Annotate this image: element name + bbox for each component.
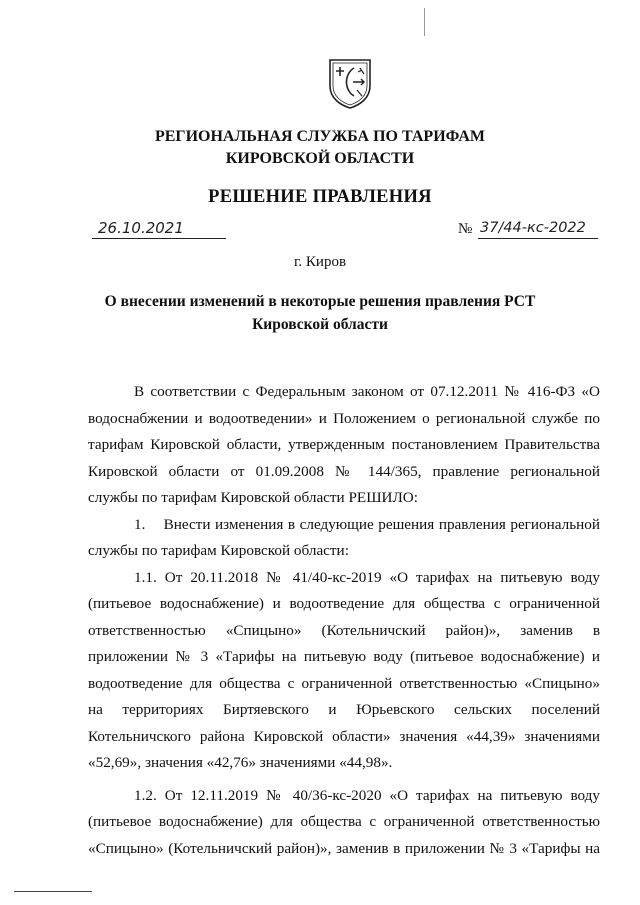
document-type-heading: РЕШЕНИЕ ПРАВЛЕНИЯ <box>208 187 432 207</box>
body-line: приложении № 3 «Тарифы на питьевую воду (питьевое водоснабжение) и <box>88 648 600 665</box>
body-line: на территориях Биртяевского и Юрьевского сельских поселений <box>88 701 600 718</box>
agency-name-line1: РЕГИОНАЛЬНАЯ СЛУЖБА ПО ТАРИФАМ <box>154 128 486 145</box>
number-sign: № <box>458 221 473 237</box>
decision-number <box>458 220 598 238</box>
body-line: В соответствии с Федеральным законом от 07.12.2011 № 416-ФЗ «О <box>134 383 600 400</box>
document-body <box>88 382 600 865</box>
body-line: водоотведение для общества с ограниченной ответственностью «Спицыно» <box>88 674 600 692</box>
scan-artifact <box>424 8 425 36</box>
body-line: 1. Внести изменения в следующие решения правления региональной <box>134 515 600 533</box>
subject-line2: Кировской области <box>252 316 388 333</box>
body-line: Кировской области от 01.09.2008 № 144/365, правление региональной <box>88 462 600 480</box>
body-line: 1.1. От 20.11.2018 № 41/40-кс-2019 «О тарифах на питьевую воду <box>134 568 600 586</box>
decision-date: 26.10.2021 <box>92 220 226 239</box>
body-line: службы по тарифам Кировской области: <box>88 542 349 559</box>
body-line: ответственностью «Спицыно» (Котельничский район)», заменив в <box>88 621 600 639</box>
body-line: Котельничского района Кировской области» значения «44,39» значениями <box>88 727 600 745</box>
body-line: 1.2. От 12.11.2019 № 40/36-кс-2020 «О тарифах на питьевую воду <box>134 786 600 804</box>
city-label: г. Киров <box>293 254 347 270</box>
body-line: «52,69», значения «42,76» значениями «44,98». <box>88 754 393 771</box>
body-line: службы по тарифам Кировской области РЕШИЛО: <box>88 489 418 506</box>
body-line: водоснабжении и водоотведении» и Положением о региональной службе по <box>88 409 600 427</box>
body-line: тарифам Кировской области, утвержденным постановлением Правительства <box>88 436 600 453</box>
body-line: «Спицыно» (Котельничский район)», заменив в приложении № 3 «Тарифы на <box>88 839 600 857</box>
subject-line1: О внесении изменений в некоторые решения правления РСТ <box>104 293 536 310</box>
body-line: (питьевое водоснабжение) для общества с ограниченной ответственностью <box>88 813 600 830</box>
footnote-divider <box>14 891 92 892</box>
decision-number-value: 37/44-кс-2022 <box>478 220 598 239</box>
coat-of-arms-emblem <box>326 56 374 110</box>
agency-name-line2: КИРОВСКОЙ ОБЛАСТИ <box>225 150 415 167</box>
body-line: (питьевое водоснабжение) и водоотведение для общества с ограниченной <box>88 595 600 612</box>
